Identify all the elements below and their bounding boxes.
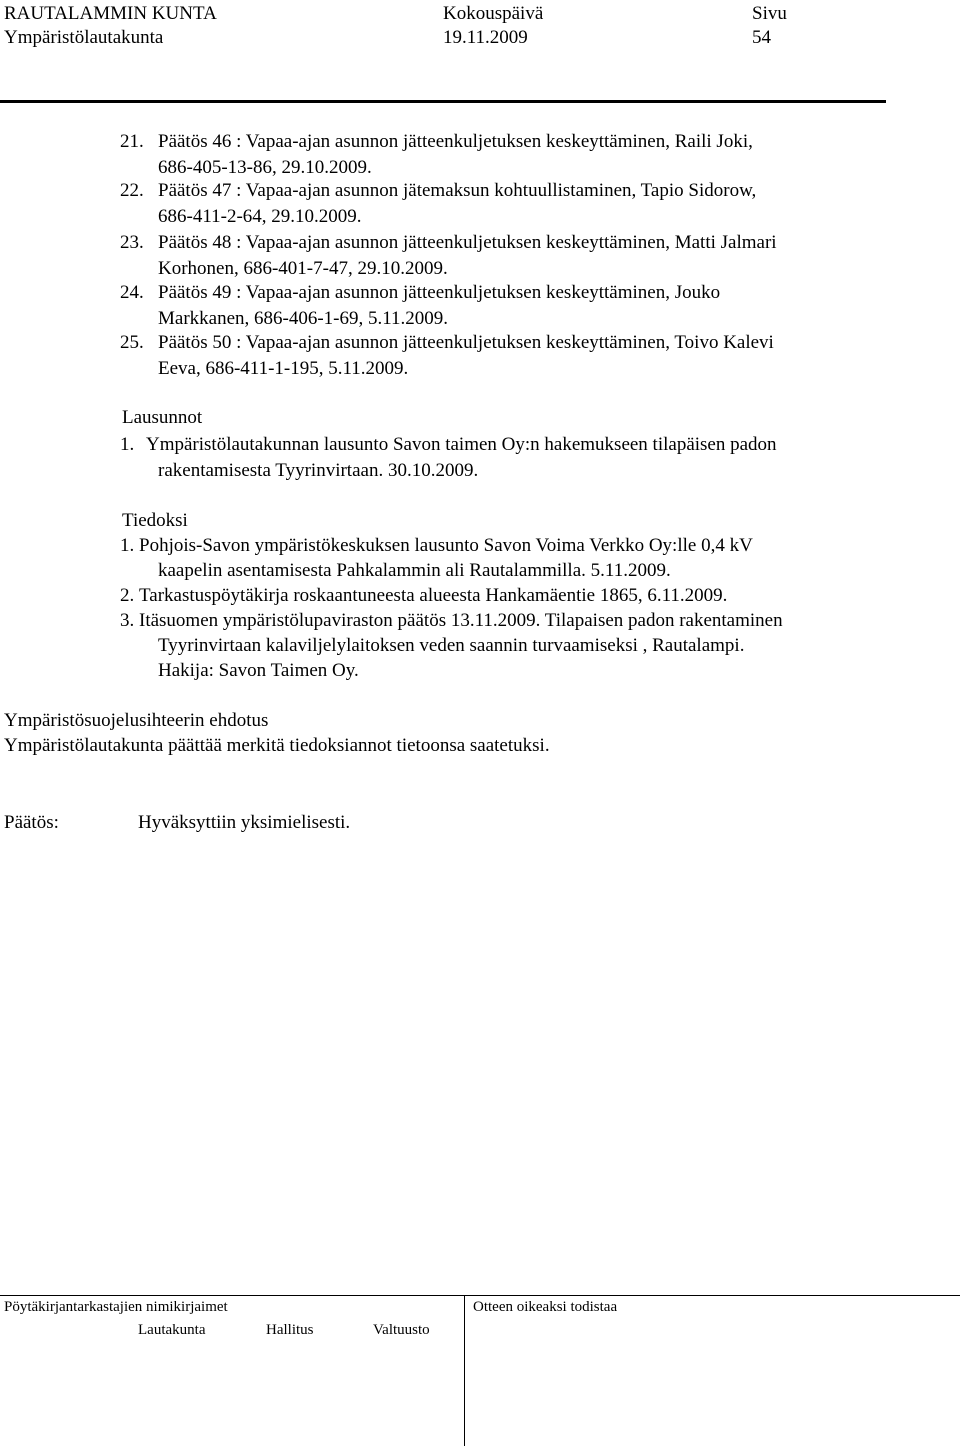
notice-line: Itäsuomen ympäristölupaviraston päätös 13.11.2009. Tilapaisen padon rakentaminen	[139, 610, 783, 631]
proposal-text: Ympäristölautakunta päättää merkitä tiedoksiannot tietoonsa saatetuksi.	[4, 735, 550, 756]
item-line: Markkanen, 686-406-1-69, 5.11.2009.	[158, 308, 449, 329]
org-name: RAUTALAMMIN KUNTA	[4, 3, 217, 24]
notices-heading: Tiedoksi	[122, 510, 188, 531]
header-rule	[0, 100, 886, 103]
item-line: Päätös 48 : Vapaa-ajan asunnon jätteenkuljetuksen keskeyttäminen, Matti Jalmari	[158, 232, 777, 253]
item-number: 21.	[120, 131, 144, 152]
statement-line: rakentamisesta Tyyrinvirtaan. 30.10.2009.	[158, 460, 479, 481]
statements-heading: Lausunnot	[122, 407, 203, 428]
statement-number: 1.	[120, 434, 135, 455]
item-line: Korhonen, 686-401-7-47, 29.10.2009.	[158, 258, 448, 279]
footer-divider	[464, 1295, 465, 1446]
meeting-date: 19.11.2009	[443, 27, 528, 48]
notice-number: 2.	[120, 585, 135, 606]
item-line: Eeva, 686-411-1-195, 5.11.2009.	[158, 358, 409, 379]
item-number: 23.	[120, 232, 144, 253]
body-valtuusto: Valtuusto	[373, 1322, 430, 1338]
page-label: Sivu	[752, 3, 787, 24]
proposal-heading: Ympäristösuojelusihteerin ehdotus	[4, 710, 269, 731]
certified-label: Otteen oikeaksi todistaa	[473, 1299, 618, 1315]
item-line: Päätös 50 : Vapaa-ajan asunnon jätteenkuljetuksen keskeyttäminen, Toivo Kalevi	[158, 332, 774, 353]
board-name: Ympäristölautakunta	[4, 27, 164, 48]
item-number: 24.	[120, 282, 144, 303]
item-line: Päätös 46 : Vapaa-ajan asunnon jätteenkuljetuksen keskeyttäminen, Raili Joki,	[158, 131, 753, 152]
statement-line: Ympäristölautakunnan lausunto Savon taimen Oy:n hakemukseen tilapäisen padon	[146, 434, 777, 455]
item-line: Päätös 47 : Vapaa-ajan asunnon jätemaksun kohtuullistaminen, Tapio Sidorow,	[158, 180, 757, 201]
notice-line: Tyyrinvirtaan kalaviljelylaitoksen veden saannin turvaamiseksi , Rautalampi.	[158, 635, 745, 656]
notice-line: Tarkastuspöytäkirja roskaantuneesta alueesta Hankamäentie 1865, 6.11.2009.	[139, 585, 728, 606]
notice-line: Pohjois-Savon ympäristökeskuksen lausunto Savon Voima Verkko Oy:lle 0,4 kV	[139, 535, 753, 556]
item-line: Päätös 49 : Vapaa-ajan asunnon jätteenkuljetuksen keskeyttäminen, Jouko	[158, 282, 721, 303]
item-line: 686-405-13-86, 29.10.2009.	[158, 157, 372, 178]
notice-number: 3.	[120, 610, 135, 631]
notice-line: kaapelin asentamisesta Pahkalammin ali Rautalammilla. 5.11.2009.	[158, 560, 671, 581]
notice-line: Hakija: Savon Taimen Oy.	[158, 660, 359, 681]
item-line: 686-411-2-64, 29.10.2009.	[158, 206, 362, 227]
signatures-label: Pöytäkirjantarkastajien nimikirjaimet	[4, 1299, 228, 1315]
body-hallitus: Hallitus	[266, 1322, 314, 1338]
item-number: 22.	[120, 180, 144, 201]
page-number: 54	[752, 27, 771, 48]
item-number: 25.	[120, 332, 144, 353]
decision-text: Hyväksyttiin yksimielisesti.	[138, 812, 351, 833]
date-label: Kokouspäivä	[443, 3, 544, 24]
body-lautakunta: Lautakunta	[138, 1322, 206, 1338]
notice-number: 1.	[120, 535, 135, 556]
footer-rule	[0, 1295, 960, 1296]
decision-label: Päätös:	[4, 812, 59, 833]
